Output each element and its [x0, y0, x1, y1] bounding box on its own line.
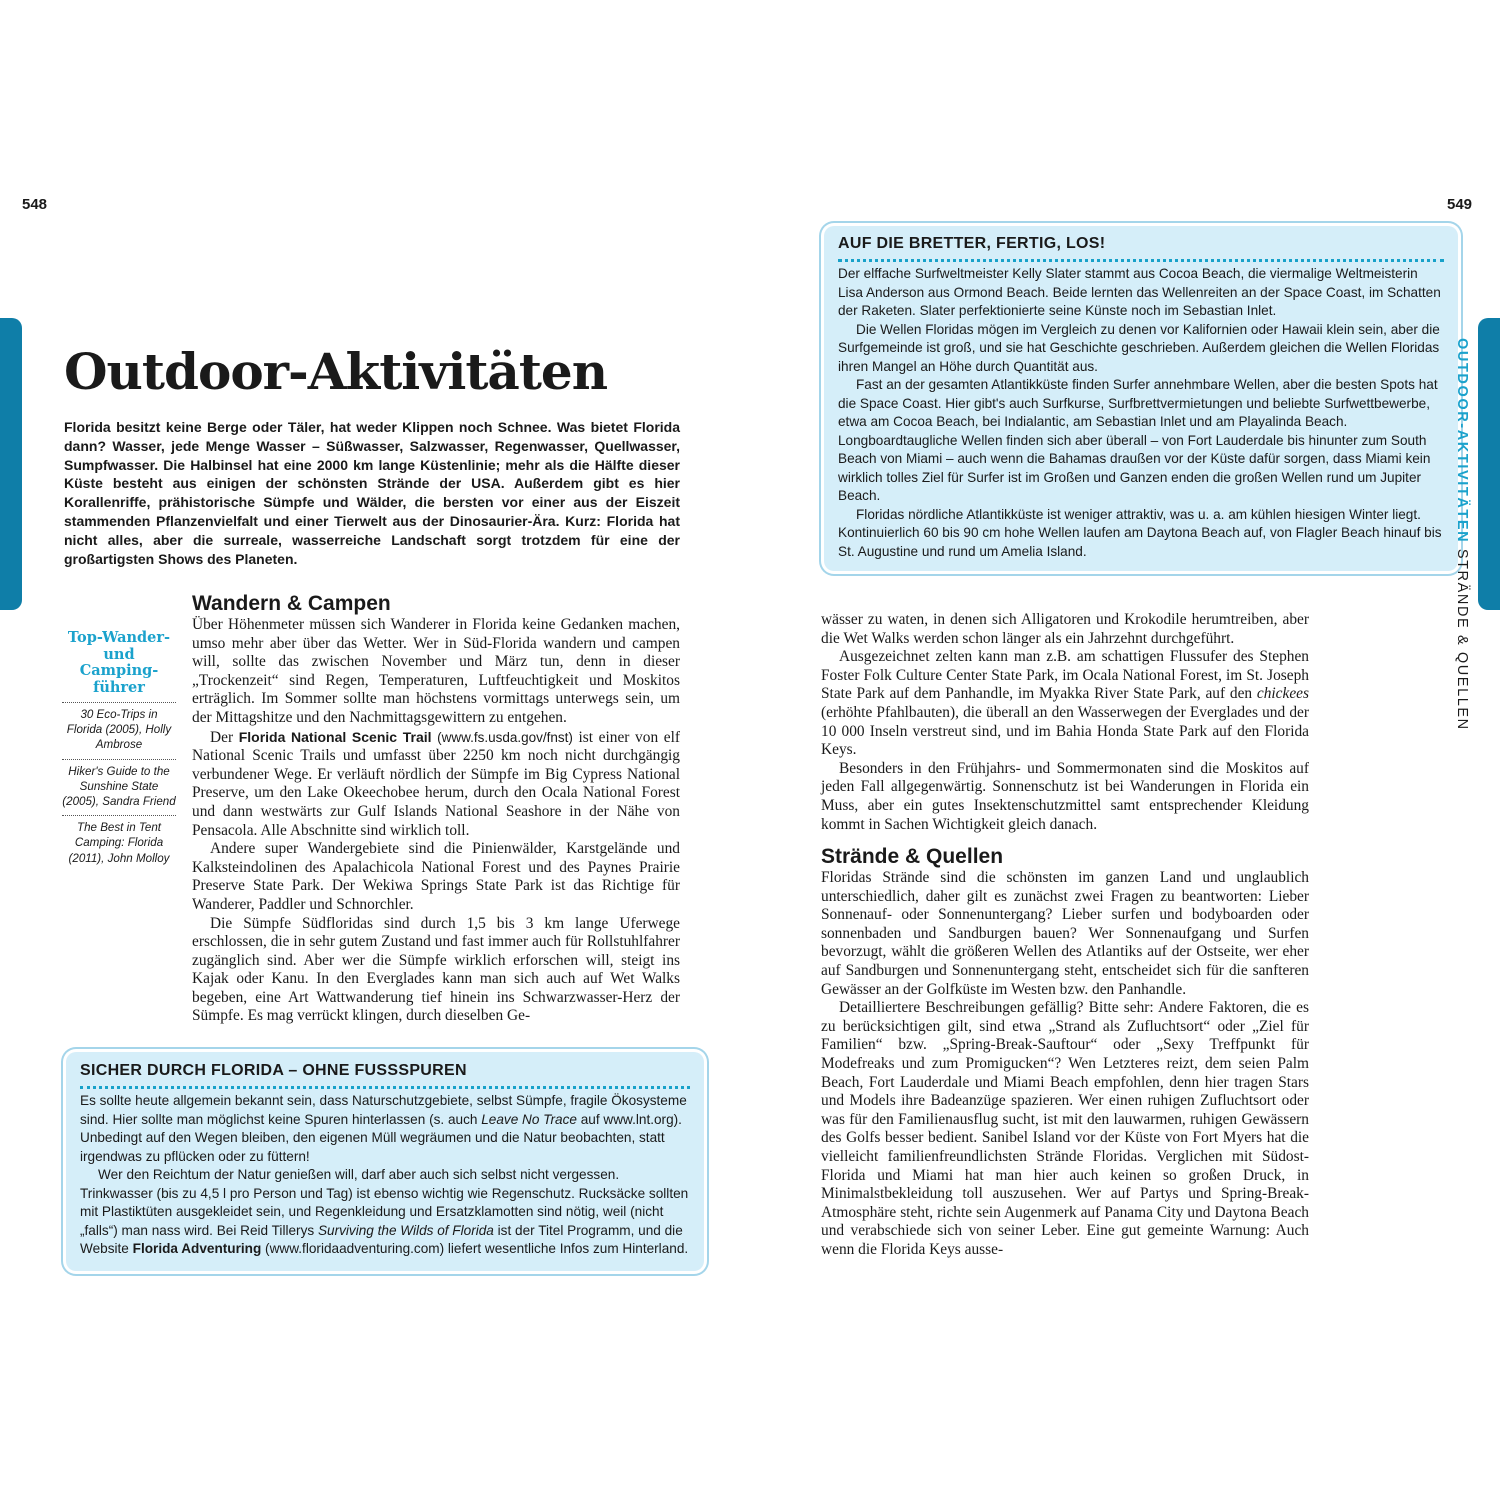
- trail-name: Florida National Scenic Trail: [238, 728, 432, 745]
- wandern-continued-text: [821, 611, 1309, 834]
- paragraph: Der elffache Surfweltmeister Kelly Slater stammt aus Cocoa Beach, die viermalige Weltmeisterin Lisa Anderson aus Ormond Beach. Beide lernten das Wellenreiten an der Space Coast, im Schatten der Raketen. Slater perfektionierte seine Künste noch im Sebastian Inlet.: [838, 266, 1441, 318]
- paragraph: Detailliertere Beschreibungen gefällig? Bitte sehr: Andere Faktoren, die es zu berücksichtigen gilt, sind etwa „Strand als Zufluchtsort“ oder „Ziel für Familien“ bzw. „Spring-Break-Sauftour“ oder „Sexy Treffpunkt für Modefreaks und zum Promigucken“? Wen Letzteres reizt, dem seien Palm Beach, Fort Lauderdale und Miami Beach empfohlen, denn hier tragen Stars und Models ihre Badeanzüge spazieren. Wer einen ruhigen Zufluchtsort oder was für den Familienausflug sucht, ist mit den lauwarmen, ruhigen Gewässern des Golfs besser bedient. Sanibel Island vor der Küste von Fort Myers hat die vielleicht familienfreundlichsten Strände Floridas. Verglichen mit Südost-Florida und Miami hat man hier auch keinen so großen Druck, in Minimalstbekleidung toll auszusehen. Wer auf Partys und Spring-Break-Atmosphäre steht, richte sein Augenmerk auf Panama City und Daytona Beach und verabschiede sich von seiner Leber. Eine gut gemeinte Warnung: Auch wenn die Florida Keys ausse-: [821, 999, 1309, 1258]
- page-number-left: 548: [22, 196, 48, 213]
- paragraph: Es sollte heute allgemein bekannt sein, dass Naturschutzgebiete, selbst Sümpfe, fragile Ökosysteme sind. Hier sollte man möglichst keine Spuren hinterlassen (s. auch Leave No Trace auf www.lnt.org). Unbedingt auf den Wegen bleiben, den eigenen Müll wegräumen und die Natur beobachten, statt irgendwas zu pflücken oder zu füttern!: [80, 1093, 687, 1164]
- book-entry: Hiker's Guide to the Sunshine State (2005), Sandra Friend: [62, 759, 176, 816]
- chapter-tab-right: [1478, 318, 1500, 610]
- paragraph: wässer zu waten, in denen sich Alligatoren und Krokodile herumtreiben, aber die Wet Walks werden schon länger als ein Jahrzehnt durchgeführt.: [821, 611, 1309, 647]
- infobox-text: [80, 1092, 690, 1259]
- infobox-surf: [824, 226, 1458, 571]
- paragraph: Floridas nördliche Atlantikküste ist weniger attraktiv, was u. a. am kühlen hiesigen Winter liegt. Kontinuierlich 60 bis 90 cm hohe Wellen laufen am Daytona Beach auf, von Flagler Beach hinauf bis St. Augustine und rund um Amelia Island.: [838, 506, 1442, 559]
- paragraph: Ausgezeichnet zelten kann man z.B. am schattigen Flussufer des Stephen Foster Folk Culture Center State Park, im Ocala National Forest, im St. Joseph State Park auf dem Panhandle, im Myakka River State Park, auf den chickees (erhöhte Pfahlbauten), die überall an den Wasserwegen der Everglades und der 10 000 Inseln verstreut sind, und im Bahia Honda State Park auf den Florida Keys.: [821, 648, 1309, 759]
- straende-text: [821, 869, 1309, 1259]
- paragraph: Die Sümpfe Südfloridas sind durch 1,5 bis 3 km lange Uferwege erschlossen, die in sehr gutem Zustand und fast immer auch für Rollstuhlfahrer zugänglich sind. Aber wer die Sümpfe wirklich erforschen will, steigt ins Kajak oder Kanu. In den Everglades kann man sich auch auf Wet Walks begeben, eine Art Wattwanderung tief hinein ins Schwarzwasser-Herz der Sümpfe. Es mag verrückt klingen, durch dieselben Ge-: [192, 914, 680, 1025]
- page-number-right: 549: [1447, 196, 1473, 213]
- paragraph: Über Höhenmeter müssen sich Wanderer in Florida keine Gedanken machen, umso mehr aber über das Wetter. Wer in Süd-Florida wandern und campen will, sollte das zwischen November und März tun, denn in dieser „Trockenzeit“ sind Regen, Temperaturen, Luftfeuchtigkeit und Moskitos erträglich. Im Sommer sollte man höchstens vormittags unterwegs sein, um der Mittagshitze und den Nachmittagsgewittern zu entgehen.: [192, 616, 680, 726]
- paragraph: Die Wellen Floridas mögen im Vergleich zu denen vor Kalifornien oder Hawaii klein sein, aber die Surfgemeinde ist groß, und sie hat Geschichte geschrieben. Außerdem gleichen die Wellen Floridas ihren Mangel an Höhe durch Quantität aus.: [838, 321, 1440, 374]
- sidebar-book-list: [62, 630, 176, 872]
- chapter-tab-left: [0, 318, 22, 610]
- side-label-chapter: OUTDOOR-AKTIVITÄTEN: [1454, 338, 1470, 544]
- trail-url: (www.fs.usda.gov/fnst): [431, 729, 573, 745]
- wandern-text: [192, 616, 680, 1026]
- paragraph: Floridas Strände sind die schönsten im ganzen Land und unglaublich unterschiedlich, daher gilt es zunächst zwei Fragen zu beantworten: Lieber Sonnenauf- oder Sonnenuntergang? Lieber surfen und bodyboarden oder sonnenbaden und Sandburgen bauen? Wer Sonnenaufgang und Surfen bevorzugt, wählt die größeren Wellen des Atlantiks auf der Ostseite, wer eher auf Sandburgen und Sonnenuntergang steht, entscheidet sich für die sanfteren Gewässer an der Golfküste im Westen bzw. den Panhandle.: [821, 869, 1309, 998]
- infobox-heading: AUF DIE BRETTER, FERTIG, LOS!: [838, 235, 1444, 262]
- infobox-sicher: [66, 1052, 704, 1271]
- side-label-section: STRÄNDE & QUELLEN: [1454, 543, 1470, 731]
- section-heading-straende: Strände & Quellen: [821, 845, 1004, 868]
- paragraph: Fast an der gesamten Atlantikküste finden Surfer annehmbare Wellen, aber die besten Spots hat die Space Coast. Hier gibt's auch Surfkurse, Surfbrettvermietungen und beliebte Surfwettbewerbe, etwa am Cocoa Beach, bei Indialantic, am Sebastian Inlet und am Playalinda Beach. Longboardtaugliche Wellen finden sich aber überall – von Fort Lauderdale bis hinunter zum South Beach von Miami – auch wenn die Bahamas draußen vor der Küste dafür sorgen, dass Miami kein wirklich tolles Ziel für Surfer ist im Großen und Ganzen enden die großen Wellen rund um Jupiter Beach.: [838, 377, 1438, 503]
- infobox-text: [838, 265, 1444, 561]
- section-heading-wandern: Wandern & Campen: [192, 592, 391, 615]
- chapter-intro: [64, 418, 680, 568]
- sidebar-title: Top-Wander- und Camping-führer: [67, 629, 171, 696]
- chapter-title: Outdoor-Aktivitäten: [64, 342, 608, 401]
- book-entry: The Best in Tent Camping: Florida (2011), John Molloy: [62, 815, 176, 872]
- infobox-heading: SICHER DURCH FLORIDA – OHNE FUSSSPUREN: [80, 1062, 690, 1089]
- side-running-label: [1450, 338, 1470, 731]
- paragraph: Der Florida National Scenic Trail (www.fs.usda.gov/fnst) ist einer von elf National Scenic Trails und umfasst über 2250 km noch nicht durchgängig verbundener Wege. Er verläuft nördlich der Sümpfe im Big Cypress National Preserve, um den Lake Okeechobee herum, durch den Ocala National Forest und dann westwärts zur Gulf Islands National Seashore in der Nähe von Pensacola. Alle Abschnitte sind wirklich toll.: [192, 728, 680, 839]
- book-entry: 30 Eco-Trips in Florida (2005), Holly Ambrose: [62, 702, 176, 759]
- paragraph: Andere super Wandergebiete sind die Pinienwälder, Karstgelände und Kalksteindolinen des Apalachicola National Forest und des Paynes Prairie Preserve State Park. Der Wekiwa Springs State Park ist das Richtige für Wanderer, Paddler und Schnorchler.: [192, 840, 680, 913]
- paragraph: Besonders in den Frühjahrs- und Sommermonaten sind die Moskitos auf jeden Fall allgegenwärtig. Sonnenschutz ist bei Wanderungen in Florida ein Muss, aber ein gutes Insektenschutzmittel samt entsprechender Kleidung kommt in Sachen Wichtigkeit gleich danach.: [821, 759, 1309, 833]
- intro-paragraph: Florida besitzt keine Berge oder Täler, hat weder Klippen noch Schnee. Was bietet Florida dann? Wasser, jede Menge Wasser – Süßwasser, Salzwasser, Regenwasser, Quellwasser, Sumpfwasser. Die Halbinsel hat eine 2000 km lange Küstenlinie; mehr als die Hälfte dieser Küste besteht aus einigen der schönsten Strände der USA. Außerdem gibt es hier Korallenriffe, prähistorische Sümpfe und Wälder, die bersten vor einer aus der Eiszeit stammenden Pflanzenvielfalt und einer Tierwelt aus der Dinosaurier-Ära. Kurz: Florida hat nicht alles, aber die surreale, wasserreiche Landschaft sorgt trotzdem für eine der großartigsten Shows des Planeten.: [64, 419, 680, 567]
- paragraph: Wer den Reichtum der Natur genießen will, darf aber auch sich selbst nicht vergessen. Trinkwasser (bis zu 4,5 l pro Person und Tag) ist ebenso wichtig wie Regenschutz. Rucksäcke sollten mit Plastiktüten ausgekleidet sein, und Regenkleidung und Ersatzklamotten sind nötig, weil (nicht „falls“) man nass wird. Bei Reid Tillerys Surviving the Wilds of Florida ist der Titel Programm, und die Website Florida Adventuring (www.floridaadventuring.com) liefert wesentliche Infos zum Hinterland.: [80, 1167, 689, 1256]
